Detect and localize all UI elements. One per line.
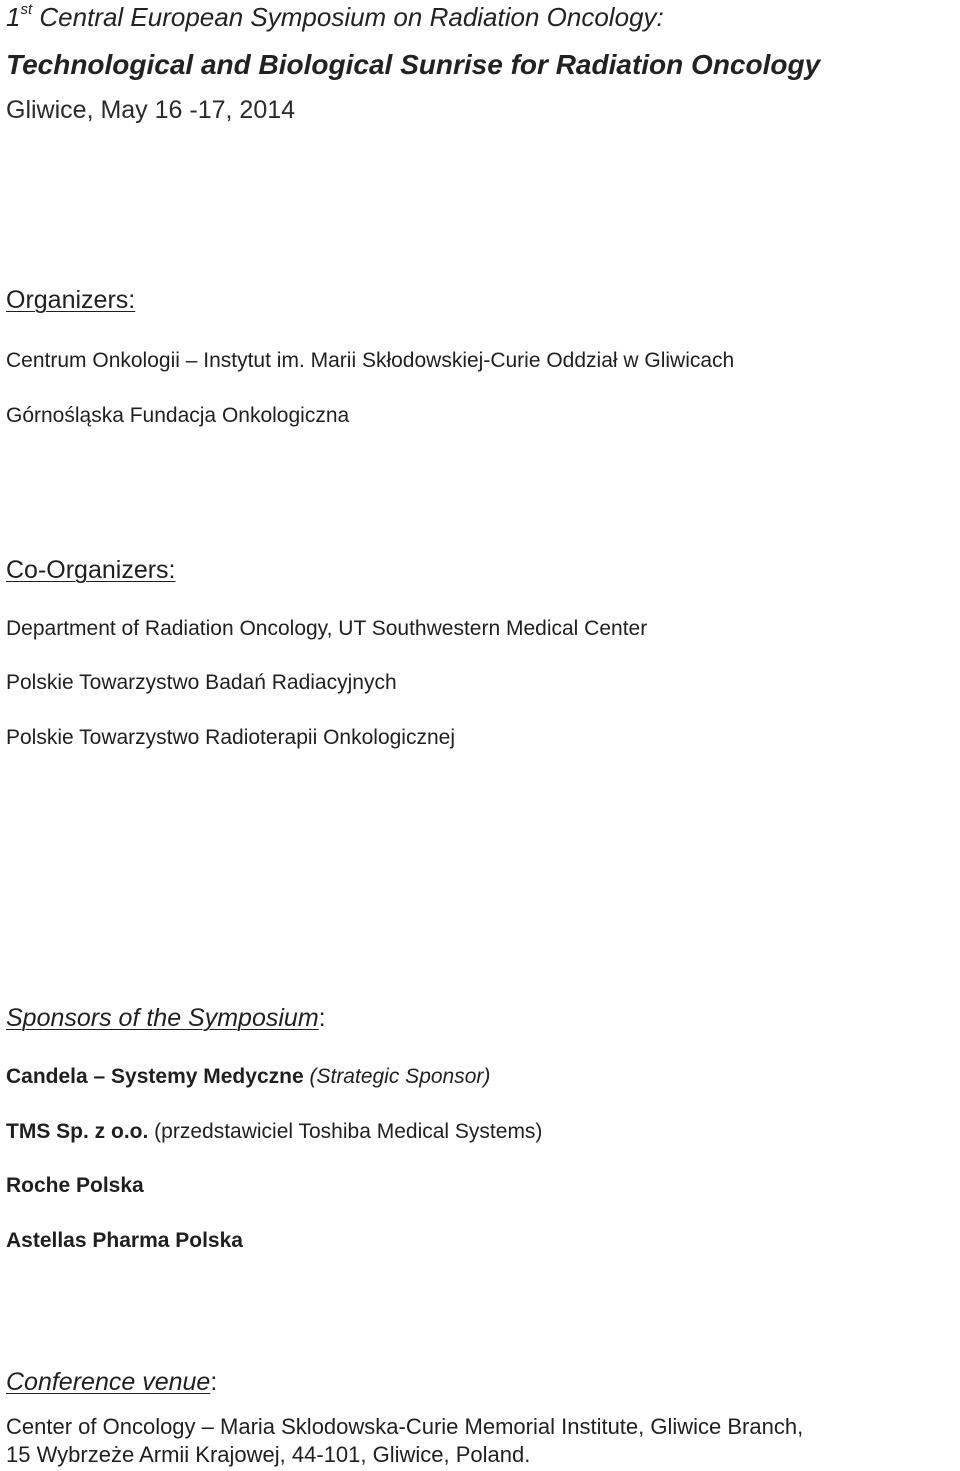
sponsor-item: [6, 1065, 490, 1089]
sponsors-heading-colon: :: [318, 1004, 326, 1032]
sponsor-item: [6, 1229, 243, 1253]
co-organizer-item: Polskie Towarzystwo Radioterapii Onkologicznej: [6, 726, 455, 749]
co-organizers-heading: [6, 556, 176, 585]
venue-heading: [6, 1368, 217, 1397]
organizer-item: Górnośląska Fundacja Onkologiczna: [6, 404, 350, 427]
place-date: Gliwice, May 16 -17, 2014: [6, 96, 296, 124]
sponsors-heading: [6, 1004, 326, 1033]
organizers-heading: [6, 286, 135, 315]
sponsor-note: (przedstawiciel Toshiba Medical Systems): [154, 1120, 543, 1143]
ordinal-number: 1: [6, 2, 21, 32]
organizers-heading-text: Organizers:: [6, 286, 136, 314]
venue-heading-text: Conference venue: [6, 1368, 211, 1396]
sponsors-heading-text: Sponsors of the Symposium: [6, 1004, 319, 1032]
event-name: Central European Symposium on Radiation Oncology:: [39, 2, 664, 32]
ordinal-suffix: st: [20, 1, 33, 18]
sponsor-name: TMS Sp. z o.o.: [6, 1120, 149, 1143]
symposium-subtitle: Technological and Biological Sunrise for Radiation Oncology: [6, 49, 821, 80]
venue-heading-colon: :: [210, 1368, 218, 1396]
venue-address-line: 15 Wybrzeże Armii Krajowej, 44-101, Gliwice, Poland.: [6, 1442, 531, 1467]
sponsor-name: Candela – Systemy Medyczne: [6, 1065, 304, 1088]
co-organizer-item: Department of Radiation Oncology, UT Southwestern Medical Center: [6, 617, 648, 640]
sponsor-name: Astellas Pharma Polska: [6, 1229, 243, 1252]
sponsor-name: Roche Polska: [6, 1174, 144, 1197]
symposium-title-line: [6, 2, 664, 33]
sponsor-item: [6, 1120, 542, 1144]
sponsor-note: (Strategic Sponsor): [309, 1065, 491, 1088]
venue-address-line: Center of Oncology – Maria Sklodowska-Curie Memorial Institute, Gliwice Branch,: [6, 1414, 804, 1439]
co-organizers-heading-text: Co-Organizers:: [6, 556, 176, 584]
co-organizer-item: Polskie Towarzystwo Badań Radiacyjnych: [6, 671, 397, 694]
sponsor-item: [6, 1174, 144, 1198]
organizer-item: Centrum Onkologii – Instytut im. Marii Skłodowskiej-Curie Oddział w Gliwicach: [6, 349, 735, 372]
